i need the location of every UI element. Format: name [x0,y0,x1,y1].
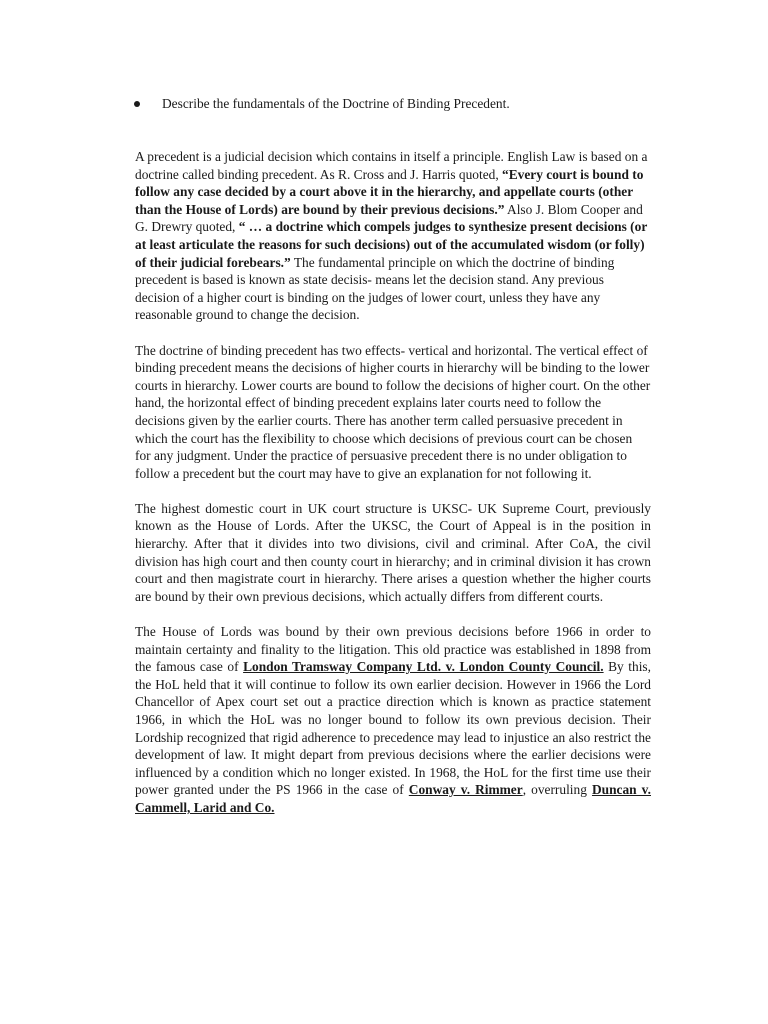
case-citation-london-tramsway: London Tramsway Company Ltd. v. London County Council. [243,659,604,675]
paragraph-text: By this, the HoL held that it will continue to follow its own earlier decision. However in 1966 the Lord Chancellor of Apex court set out a practice direction which is known as practice statement 1966, in which the HoL was no longer bound to follow its own previous decision. Their Lordship recognized that rigid adherence to precedence may lead to injustice an also restrict the development of law. It might depart from previous decisions where the earlier decisions were influenced by a condition which no longer existed. In 1968, the HoL for the first time use their power granted under the PS 1966 in the case of [135,659,651,798]
paragraph-court-structure [135,500,651,606]
bullet-icon [134,101,140,107]
blom-cooper-drewry-quote: “ … a doctrine which compels judges to synthesize present decisions (or at least articulate the reasons for such decisions) out of the accumulated wisdom (or folly) of their judicial forebears.” [135,219,648,270]
paragraph-house-of-lords [135,623,651,817]
paragraph-text: The House of Lords was bound by their own previous decisions before 1966 in order to maintain certainty and finality to the litigation. This old practice was established in 1898 from the famous case of [135,624,651,675]
paragraph-text: A precedent is a judicial decision which contains in itself a principle. English Law is based on a doctrine called binding precedent. As R. Cross and J. Harris quoted, [135,149,648,182]
paragraph-text: , overruling [522,782,592,798]
case-citation-duncan-cammell: Duncan v. Cammell, Larid and Co. [135,782,651,815]
cross-harris-quote: “Every court is bound to follow any case decided by a court above it in the hierarchy, and appellate courts (other than the House of Lords) are bound by their previous decisions.” [135,166,644,217]
document-body [135,148,651,834]
paragraph-precedent-definition [135,148,651,324]
paragraph-text: The highest domestic court in UK court structure is UKSC- UK Supreme Court, previously known as the House of Lords. After the UKSC, the Court of Appeal is in the position in hierarchy. After that it divides into two divisions, civil and criminal. After CoA, the civil division has high court and then county court in hierarchy; and in criminal division it has crown court and then magistrate court in hierarchy. There arises a question whether the higher courts are bound by their own previous decisions, which actually differs from different courts. [135,500,651,604]
paragraph-text: The fundamental principle on which the doctrine of binding precedent is based is known as state decisis- means let the decision stand. Any previous decision of a higher court is binding on the judges of lower court, unless they have any reasonable ground to change the decision. [135,254,615,323]
paragraph-text: The doctrine of binding precedent has two effects- vertical and horizontal. The vertical effect of binding precedent means the decisions of higher courts in hierarchy will be binding to the lower courts in hierarchy. Lower courts are bound to follow the decisions of higher court. On the other hand, the horizontal effect of binding precedent explains later courts need to follow the decisions given by the earlier courts. There has another term called persuasive precedent in which the court has the flexibility to choose which decisions of previous court can be chosen for any judgment. Under the practice of persuasive precedent there is no under obligation to follow a precedent but the court may have to give an explanation for not following it. [135,342,651,481]
case-citation-conway-rimmer: Conway v. Rimmer [408,782,523,798]
paragraph-effects [135,342,651,483]
bullet-text: Describe the fundamentals of the Doctrine of Binding Precedent. [162,96,510,111]
bullet-item [134,95,654,113]
paragraph-text: Also J. Blom Cooper and G. Drewry quoted, [135,201,643,235]
